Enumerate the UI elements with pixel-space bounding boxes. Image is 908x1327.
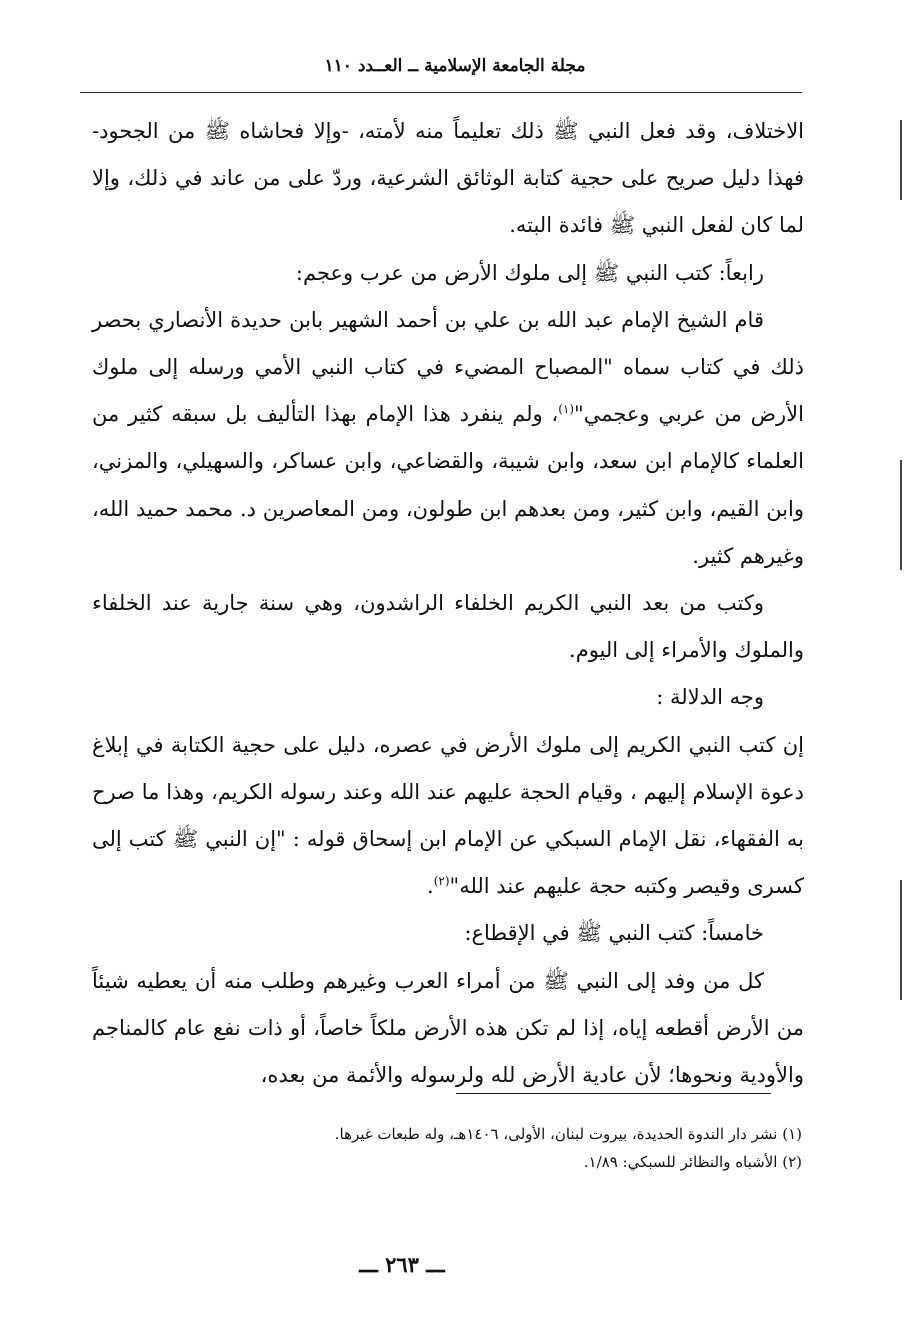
heading-evidence xyxy=(92,674,804,721)
heading-fifth xyxy=(92,910,804,957)
paragraph-6-continuation: . xyxy=(427,874,434,899)
running-header: مجلة الجامعة الإسلامية ــ العــدد ١١٠ xyxy=(324,56,586,76)
binding-edge-marks xyxy=(898,100,904,1200)
heading-fifth-text: خامساً: كتب النبي ﷺ في الإقطاع: xyxy=(464,921,764,946)
paragraph-8 xyxy=(92,958,804,1100)
binding-mark xyxy=(900,460,902,570)
paragraph-4-text: وكتب من بعد النبي الكريم الخلفاء الراشدون، وهي سنة جارية عند الخلفاء والملوك والأمراء إلى اليوم. xyxy=(92,591,804,663)
page-number: ـــ ٢٦٣ ـــ xyxy=(359,1252,445,1277)
paragraph-3 xyxy=(92,297,804,580)
footnote-rule xyxy=(456,1093,771,1094)
binding-mark xyxy=(900,120,902,200)
body-text xyxy=(92,108,804,1099)
paragraph-3-text: قام الشيخ الإمام عبد الله بن علي بن أحمد الشهير بابن حديدة الأنصاري بحصر ذلك في كتاب سماه "المصباح المضيء في كتاب النبي الأمي ورسله إلى ملوك الأرض من عربي وعجمي" xyxy=(92,307,804,427)
binding-mark xyxy=(900,880,902,1000)
header-rule xyxy=(80,92,802,93)
footnote-ref-1[interactable]: (١) xyxy=(558,402,575,417)
paragraph-3-continuation: ، ولم ينفرد هذا الإمام بهذا التأليف بل سبقه كثير من العلماء كالإمام ابن سعد، وابن شيبة، والقضاعي، وابن عساكر، والسهيلي، والمزني، وابن القيم، وابن كثير، ومن بعدهم ابن طولون، ومن المعاصرين د. محمد حميد الله، وغيرهم كثير. xyxy=(92,402,804,568)
paragraph-1-text: الاختلاف، وقد فعل النبي ﷺ ذلك تعليماً منه لأمته، -وإلا فحاشاه ﷺ من الجحود- فهذا دليل صريح على حجية كتابة الوثائق الشرعية، وردّ على من عاند في ذلك، وإلا لما كان لفعل النبي ﷺ فائدة البته. xyxy=(92,119,804,238)
paragraph-1 xyxy=(92,108,804,250)
footnote-ref-2[interactable]: (٢) xyxy=(433,874,450,889)
paragraph-6 xyxy=(92,722,804,911)
paragraph-4 xyxy=(92,580,804,674)
footnotes xyxy=(142,1120,802,1176)
heading-fourth xyxy=(92,250,804,297)
heading-fourth-text: رابعاً: كتب النبي ﷺ إلى ملوك الأرض من عرب وعجم: xyxy=(295,260,764,285)
footnote-1: (١) نشر دار الندوة الحديدة، بيروت لبنان، الأولى، ١٤٠٦هـ، وله طبعات غيرها. xyxy=(334,1125,802,1143)
heading-evidence-text: وجه الدلالة : xyxy=(656,685,764,710)
paragraph-6-text: إن كتب النبي الكريم إلى ملوك الأرض في عصره، دليل على حجية الكتابة في إبلاغ دعوة الإسلام إليهم ، وقيام الحجة عليهم عند الله وعند رسوله الكريم، وهذا ما صرح به الفقهاء، نقل الإمام السبكي عن الإمام ابن إسحاق قوله : "إن النبي ﷺ كتب إلى كسرى وقيصر وكتبه حجة عليهم عند الله" xyxy=(92,732,804,899)
paragraph-8-text: كل من وفد إلى النبي ﷺ من أمراء العرب وغيرهم وطلب منه أن يعطيه شيئاً من الأرض أقطعه إياه، إذا لم تكن هذه الأرض ملكاً خاصاً، أو ذات نفع عام كالمناجم والأودية ونحوها؛ لأن عادية الأرض لله ولرسوله والأئمة من بعده، xyxy=(92,968,804,1088)
footnote-2: (٢) الأشباه والنظائر للسبكي: ١/٨٩. xyxy=(583,1153,802,1171)
